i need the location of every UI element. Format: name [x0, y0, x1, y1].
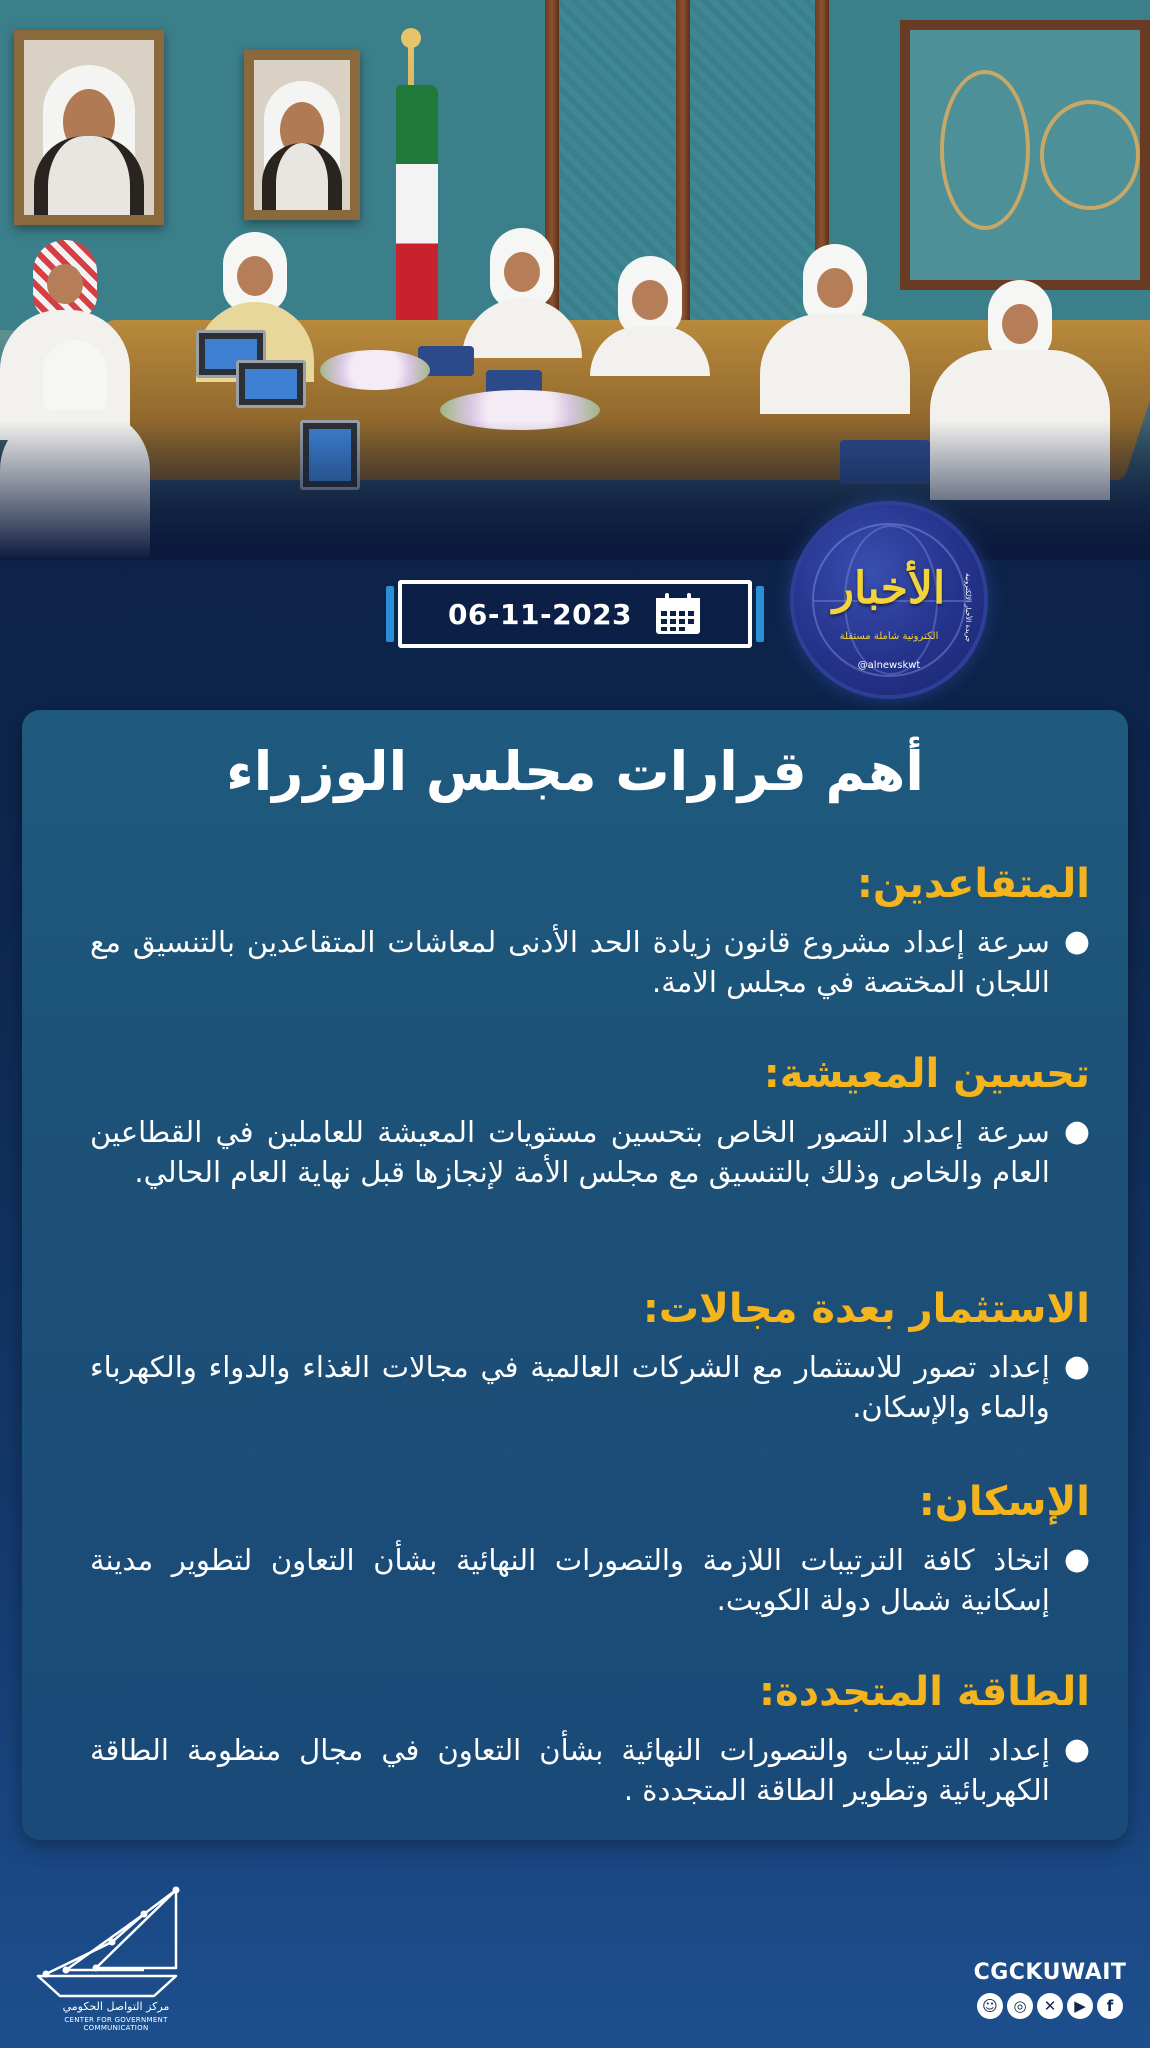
- cgc-name-english: CENTER FOR GOVERNMENT COMMUNICATION: [64, 2016, 168, 2032]
- alakhbar-logo: [794, 505, 984, 695]
- section-text: سرعة إعداد مشروع قانون زيادة الحد الأدنى لمعاشات المتقاعدين بالتنسيق مع اللجان المختصة في مجلس الامة.: [90, 925, 1050, 999]
- page-title: أهم قرارات مجلس الوزراء: [226, 740, 924, 803]
- section-living-standards: [90, 1050, 1090, 1192]
- bullet-icon: ●: [1063, 1732, 1090, 1767]
- section-heading: المتقاعدين:: [856, 861, 1090, 907]
- section-text: إعداد تصور للاستثمار مع الشركات العالمية في مجالات الغذاء والدواء والكهرباء والماء والإسكان.: [90, 1350, 1050, 1424]
- social-handle: CGCKUWAIT: [973, 1960, 1127, 1985]
- section-heading: الإسكان:: [918, 1479, 1090, 1525]
- section-heading: تحسين المعيشة:: [763, 1051, 1090, 1097]
- date-box: [398, 580, 752, 648]
- section-text: اتخاذ كافة الترتيبات اللازمة والتصورات النهائية بشأن التعاون لتطوير مدينة إسكانية شمال دولة الكويت.: [90, 1543, 1050, 1617]
- section-text: سرعة إعداد التصور الخاص بتحسين مستويات المعيشة للعاملين في القطاعين العام والخاص وذلك بالتنسيق مع مجلس الأمة لإنجازها قبل نهاية العام الحالي.: [90, 1115, 1050, 1189]
- flower-arrangement: [320, 350, 430, 390]
- person: [462, 228, 582, 358]
- date-bar: [386, 580, 764, 648]
- youtube-icon[interactable]: ▶: [1067, 1993, 1093, 2019]
- person: [760, 244, 910, 414]
- section-retirees: [90, 860, 1090, 1002]
- logo-name: الأخبار: [832, 563, 946, 614]
- bullet-icon: ●: [1063, 924, 1090, 959]
- date-text: 06-11-2023: [447, 597, 633, 631]
- cgc-logo: [26, 1884, 196, 2034]
- date-accent-left: [386, 586, 394, 642]
- cabinet-meeting-photo: [0, 0, 1150, 560]
- section-renewable-energy: [90, 1668, 1090, 1810]
- section-text: إعداد الترتيبات والتصورات النهائية بشأن التعاون في مجال منظومة الطاقة الكهربائية وتطوير الطاقة المتجددة .: [90, 1733, 1050, 1807]
- snapchat-icon[interactable]: ☺: [977, 1993, 1003, 2019]
- x-icon[interactable]: ✕: [1037, 1993, 1063, 2019]
- bullet-icon: ●: [1063, 1114, 1090, 1149]
- logo-tagline: الكترونية شاملة مستقلة: [839, 631, 939, 642]
- date-accent-right: [756, 586, 764, 642]
- section-heading: الاستثمار بعدة مجالات:: [642, 1286, 1090, 1332]
- laptop: [236, 360, 306, 408]
- kuwait-flag: [396, 85, 438, 325]
- section-housing: [90, 1478, 1090, 1620]
- facebook-icon[interactable]: f: [1097, 1993, 1123, 2019]
- social-icons: [972, 1993, 1128, 2019]
- portrait-left: [14, 30, 164, 225]
- sails-icon: [26, 1884, 196, 2002]
- instagram-icon[interactable]: ◎: [1007, 1993, 1033, 2019]
- person: [590, 256, 710, 376]
- calendar-icon: [654, 592, 702, 636]
- portrait-right: [244, 50, 360, 220]
- section-investment: [90, 1285, 1090, 1427]
- section-heading: الطاقة المتجددة:: [758, 1669, 1090, 1715]
- wall-calligraphy-art: [900, 20, 1150, 290]
- logo-handle: @alnewskwt: [857, 660, 921, 671]
- bullet-icon: ●: [1063, 1349, 1090, 1384]
- cgc-name-arabic: مركز التواصل الحكومي: [62, 2000, 170, 2013]
- bullet-icon: ●: [1063, 1542, 1090, 1577]
- logo-side-text: جريدة الأخبار الالكترونية: [964, 573, 972, 642]
- flag-finial: [401, 28, 421, 48]
- photo-fade: [0, 420, 1150, 560]
